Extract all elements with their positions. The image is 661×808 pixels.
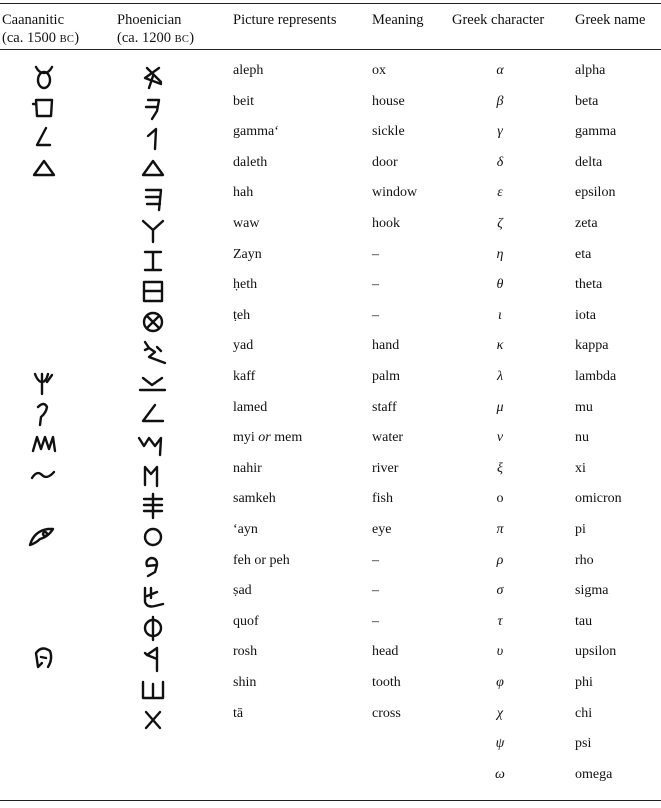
header-greek-character: Greek character	[452, 12, 545, 28]
header-greek-name: Greek name	[575, 12, 646, 28]
picture-represents-cell: lamed	[233, 400, 268, 415]
meaning-cell: –	[372, 247, 379, 262]
sickle-icon	[26, 125, 62, 151]
header-caananitic-date: (ca. 1500 BC)	[2, 30, 80, 46]
palm-icon	[26, 370, 62, 396]
meaning-cell: staff	[372, 400, 397, 415]
bottom-rule	[0, 800, 661, 801]
greek-name-cell: rho	[575, 553, 594, 568]
aleph-icon	[135, 64, 171, 90]
mem-icon	[135, 431, 171, 457]
meaning-cell: eye	[372, 522, 392, 537]
picture-represents-cell: ṣad	[233, 583, 252, 598]
greek-name-cell: omega	[575, 767, 613, 782]
picture-represents-cell: feh or peh	[233, 553, 290, 568]
meaning-cell: water	[372, 430, 404, 445]
greek-character-cell: γ	[497, 124, 503, 139]
greek-character-cell: κ	[496, 338, 504, 353]
greek-name-cell: tau	[575, 614, 593, 629]
picture-represents-cell: daleth	[233, 155, 268, 170]
zayin-icon	[135, 248, 171, 274]
header-phoenician	[117, 11, 194, 49]
greek-name-cell: epsilon	[575, 185, 616, 200]
beit-icon	[135, 95, 171, 121]
greek-name-cell: chi	[575, 706, 593, 721]
head-icon	[26, 645, 62, 671]
greek-character-cell: δ	[496, 155, 504, 170]
meaning-cell: –	[372, 583, 379, 598]
qoph-icon	[135, 615, 171, 641]
picture-represents-cell: ḥeth	[233, 277, 258, 292]
greek-name-cell: gamma	[575, 124, 617, 139]
header-caananitic	[2, 11, 79, 49]
waw-icon	[135, 217, 171, 243]
greek-character-cell: σ	[496, 583, 504, 598]
greek-character-cell: υ	[496, 644, 504, 659]
ayin-icon	[135, 523, 171, 549]
heth-icon	[135, 278, 171, 304]
picture-represents-cell: hah	[233, 185, 254, 200]
water-icon	[26, 431, 62, 457]
greek-character-cell: α	[496, 63, 504, 78]
picture-represents-cell: waw	[233, 216, 260, 231]
meaning-cell: door	[372, 155, 398, 170]
meaning-cell: river	[372, 461, 399, 476]
greek-character-cell: ξ	[497, 461, 503, 476]
header-meaning: Meaning	[372, 12, 424, 28]
picture-represents-cell: quof	[233, 614, 259, 629]
greek-name-cell: nu	[575, 430, 589, 445]
meaning-cell: window	[372, 185, 418, 200]
door-icon	[26, 156, 62, 182]
meaning-cell: ox	[372, 63, 386, 78]
nun-icon	[135, 462, 171, 488]
teth-icon	[135, 309, 171, 335]
shin-icon	[135, 676, 171, 702]
he-icon	[135, 186, 171, 212]
greek-name-cell: pi	[575, 522, 586, 537]
picture-represents-cell: ṭeh	[233, 308, 251, 323]
meaning-cell: palm	[372, 369, 400, 384]
picture-represents-cell: ‘ayn	[233, 522, 258, 537]
header-phoenician-title: Phoenician	[117, 12, 182, 28]
meaning-cell: cross	[372, 706, 401, 721]
picture-represents-cell: myi or mem	[233, 430, 303, 445]
picture-represents-cell: beit	[233, 94, 254, 109]
taw-icon	[135, 707, 171, 733]
greek-character-cell: τ	[497, 614, 503, 629]
picture-represents-cell: aleph	[233, 63, 264, 78]
greek-name-cell: lambda	[575, 369, 617, 384]
greek-character-cell: μ	[496, 400, 504, 415]
greek-character-cell: ω	[495, 767, 505, 782]
header-caananitic-title: Caananitic	[2, 12, 65, 28]
meaning-cell: head	[372, 644, 399, 659]
greek-name-cell: iota	[575, 308, 596, 323]
meaning-cell: house	[372, 94, 405, 109]
yod-icon	[135, 339, 171, 365]
meaning-cell: sickle	[372, 124, 405, 139]
top-rule	[0, 3, 661, 4]
picture-represents-cell: samkeh	[233, 491, 276, 506]
picture-represents-cell: rosh	[233, 644, 258, 659]
meaning-cell: –	[372, 553, 379, 568]
lamed-icon	[135, 401, 171, 427]
samekh-icon	[135, 492, 171, 518]
greek-character-cell: o	[496, 491, 504, 506]
staff-icon	[26, 401, 62, 427]
picture-represents-cell: yad	[233, 338, 254, 353]
sade-icon	[135, 584, 171, 610]
greek-character-cell: φ	[496, 675, 504, 690]
greek-character-cell: ε	[497, 185, 503, 200]
greek-name-cell: phi	[575, 675, 593, 690]
picture-represents-cell: tā	[233, 706, 244, 721]
greek-name-cell: zeta	[575, 216, 598, 231]
greek-name-cell: sigma	[575, 583, 609, 598]
meaning-cell: –	[372, 277, 379, 292]
picture-represents-cell: Zayn	[233, 247, 262, 262]
house-icon	[26, 95, 62, 121]
greek-name-cell: omicron	[575, 491, 622, 506]
eye-icon	[26, 523, 62, 549]
picture-represents-cell: gamma‘	[233, 124, 279, 139]
greek-name-cell: theta	[575, 277, 603, 292]
greek-character-cell: π	[496, 522, 504, 537]
river-icon	[26, 462, 62, 488]
greek-character-cell: ρ	[496, 553, 504, 568]
meaning-cell: –	[372, 308, 379, 323]
greek-name-cell: upsilon	[575, 644, 617, 659]
greek-character-cell: ζ	[497, 216, 503, 231]
meaning-cell: hand	[372, 338, 400, 353]
header-phoenician-date: (ca. 1200 BC)	[117, 30, 195, 46]
greek-name-cell: xi	[575, 461, 586, 476]
greek-character-cell: χ	[496, 706, 504, 721]
greek-name-cell: mu	[575, 400, 593, 415]
greek-character-cell: ι	[498, 308, 502, 323]
picture-represents-cell: kaff	[233, 369, 256, 384]
meaning-cell: hook	[372, 216, 400, 231]
greek-character-cell: η	[496, 247, 504, 262]
ox-head-icon	[26, 64, 62, 90]
kaph-icon	[135, 370, 171, 396]
greek-character-cell: β	[496, 94, 504, 109]
pe-icon	[135, 554, 171, 580]
meaning-cell: fish	[372, 491, 393, 506]
greek-character-cell: λ	[496, 369, 504, 384]
greek-character-cell: ν	[496, 430, 504, 445]
picture-represents-cell: nahir	[233, 461, 262, 476]
greek-name-cell: psi	[575, 736, 592, 751]
picture-represents-cell: shin	[233, 675, 257, 690]
greek-character-cell: ψ	[495, 736, 505, 751]
gimel-icon	[135, 125, 171, 151]
greek-name-cell: kappa	[575, 338, 609, 353]
greek-character-cell: θ	[496, 277, 504, 292]
daleth-icon	[135, 156, 171, 182]
meaning-cell: –	[372, 614, 379, 629]
meaning-cell: tooth	[372, 675, 401, 690]
greek-name-cell: alpha	[575, 63, 606, 78]
greek-name-cell: delta	[575, 155, 603, 170]
greek-name-cell: beta	[575, 94, 599, 109]
header-picture: Picture represents	[233, 12, 337, 28]
greek-name-cell: eta	[575, 247, 592, 262]
resh-icon	[135, 645, 171, 671]
header-rule	[0, 49, 661, 50]
